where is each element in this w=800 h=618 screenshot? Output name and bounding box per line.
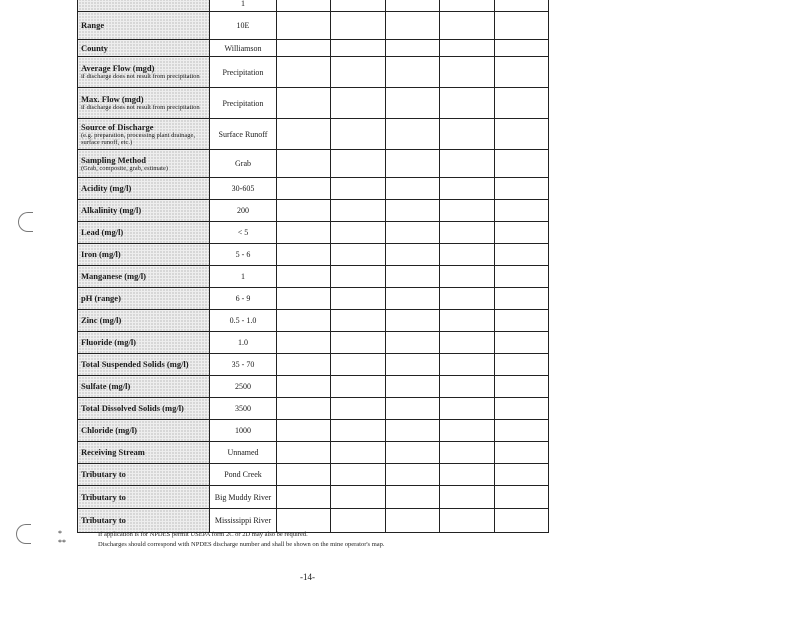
- parameter-label: Source of Discharge: [81, 121, 154, 132]
- blank-entry-cell: [385, 398, 439, 420]
- table-row: [78, 57, 549, 88]
- parameter-label: Max. Flow (mgd): [81, 94, 144, 104]
- blank-entry-cell: [440, 88, 494, 119]
- blank-entry-cell: [494, 310, 548, 332]
- table-row: [78, 0, 549, 12]
- blank-entry-cell: [385, 119, 439, 150]
- blank-entry-cell: [331, 178, 385, 200]
- parameter-label: Fluoride (mg/l): [81, 337, 137, 347]
- footnote-1: If application is for NPDES permit USEPA form 2C or 2D may also be required.: [98, 531, 308, 538]
- blank-entry-cell: [440, 486, 494, 509]
- parameter-label: Zinc (mg/l): [81, 315, 122, 325]
- parameter-label: pH (range): [81, 293, 121, 303]
- parameter-value: < 5: [210, 222, 277, 244]
- blank-entry-cell: [440, 57, 494, 88]
- blank-entry-cell: [277, 288, 331, 310]
- blank-entry-cell: [440, 222, 494, 244]
- blank-entry-cell: [277, 178, 331, 200]
- table-row: [78, 310, 549, 332]
- parameter-sublabel: if discharge does not result from precipitation: [81, 104, 200, 111]
- blank-entry-cell: [494, 420, 548, 442]
- parameter-label-cell: [78, 464, 210, 486]
- blank-entry-cell: [440, 288, 494, 310]
- table-row: [78, 486, 549, 509]
- table-body: [78, 0, 549, 533]
- parameter-label-cell: [78, 486, 210, 509]
- parameter-label-cell: [78, 244, 210, 266]
- parameter-label-cell: [78, 420, 210, 442]
- parameter-label-cell: [78, 354, 210, 376]
- blank-entry-cell: [385, 288, 439, 310]
- blank-entry-cell: [385, 420, 439, 442]
- blank-entry-cell: [440, 442, 494, 464]
- blank-entry-cell: [440, 200, 494, 222]
- blank-entry-cell: [494, 178, 548, 200]
- blank-entry-cell: [440, 119, 494, 150]
- parameter-label: Receiving Stream: [81, 447, 145, 457]
- blank-entry-cell: [277, 0, 331, 12]
- parameter-label-cell: [78, 310, 210, 332]
- parameter-value: Unnamed: [210, 442, 277, 464]
- table-row: [78, 509, 549, 533]
- blank-entry-cell: [331, 464, 385, 486]
- table-row: [78, 354, 549, 376]
- parameter-label-cell: [78, 376, 210, 398]
- blank-entry-cell: [331, 442, 385, 464]
- parameter-value: 1: [210, 266, 277, 288]
- parameter-value: 30-605: [210, 178, 277, 200]
- blank-entry-cell: [494, 398, 548, 420]
- parameter-label: Manganese (mg/l): [81, 271, 146, 281]
- blank-entry-cell: [440, 178, 494, 200]
- blank-entry-cell: [277, 332, 331, 354]
- blank-entry-cell: [331, 40, 385, 57]
- table-row: [78, 178, 549, 200]
- parameter-value: Grab: [210, 150, 277, 178]
- table-row: [78, 266, 549, 288]
- parameter-label-cell: [78, 88, 210, 119]
- parameter-sublabel: (Grab, composite, grab, estimate): [81, 164, 168, 172]
- parameter-label-cell: [78, 150, 210, 178]
- blank-entry-cell: [385, 354, 439, 376]
- blank-entry-cell: [385, 464, 439, 486]
- blank-entry-cell: [440, 464, 494, 486]
- blank-entry-cell: [331, 332, 385, 354]
- blank-entry-cell: [440, 376, 494, 398]
- parameter-label-cell: [78, 119, 210, 150]
- table-row: [78, 442, 549, 464]
- blank-entry-cell: [385, 310, 439, 332]
- blank-entry-cell: [440, 0, 494, 12]
- blank-entry-cell: [331, 200, 385, 222]
- parameter-value: 0.5 - 1.0: [210, 310, 277, 332]
- parameter-value: 10E: [210, 12, 277, 40]
- blank-entry-cell: [277, 222, 331, 244]
- table-row: [78, 420, 549, 442]
- blank-entry-cell: [494, 266, 548, 288]
- parameter-label-cell: [78, 266, 210, 288]
- parameter-label-cell: [78, 40, 210, 57]
- parameter-value: Williamson: [210, 40, 277, 57]
- blank-entry-cell: [440, 420, 494, 442]
- footnote-mark-1: *: [58, 529, 62, 538]
- blank-entry-cell: [277, 420, 331, 442]
- parameter-label-cell: [78, 12, 210, 40]
- blank-entry-cell: [331, 509, 385, 533]
- blank-entry-cell: [331, 57, 385, 88]
- parameter-label: Acidity (mg/l): [81, 183, 132, 193]
- blank-entry-cell: [277, 88, 331, 119]
- blank-entry-cell: [440, 244, 494, 266]
- parameter-label-cell: [78, 288, 210, 310]
- blank-entry-cell: [277, 57, 331, 88]
- punch-hole-mark: [16, 524, 31, 544]
- blank-entry-cell: [494, 0, 548, 12]
- blank-entry-cell: [385, 442, 439, 464]
- blank-entry-cell: [331, 222, 385, 244]
- blank-entry-cell: [277, 310, 331, 332]
- parameter-sublabel: (e.g. preparation, processing plant drainage, surface runoff, etc.): [81, 131, 196, 146]
- blank-entry-cell: [331, 0, 385, 12]
- blank-entry-cell: [385, 266, 439, 288]
- blank-entry-cell: [385, 88, 439, 119]
- blank-entry-cell: [331, 266, 385, 288]
- parameter-label-cell: [78, 178, 210, 200]
- blank-entry-cell: [277, 12, 331, 40]
- blank-entry-cell: [385, 12, 439, 40]
- parameter-label-cell: [78, 509, 210, 533]
- blank-entry-cell: [331, 376, 385, 398]
- blank-entry-cell: [277, 464, 331, 486]
- blank-entry-cell: [385, 332, 439, 354]
- blank-entry-cell: [277, 354, 331, 376]
- blank-entry-cell: [440, 398, 494, 420]
- parameter-label: Tributary to: [81, 515, 126, 525]
- blank-entry-cell: [331, 420, 385, 442]
- parameter-value: 3500: [210, 398, 277, 420]
- blank-entry-cell: [331, 119, 385, 150]
- blank-entry-cell: [331, 244, 385, 266]
- table-row: [78, 376, 549, 398]
- blank-entry-cell: [494, 288, 548, 310]
- blank-entry-cell: [494, 442, 548, 464]
- footnote-2: Discharges should correspond with NPDES discharge number and shall be shown on the mine operator's map.: [98, 541, 385, 548]
- blank-entry-cell: [331, 354, 385, 376]
- parameter-label-cell: [78, 57, 210, 88]
- parameter-label: Range: [81, 20, 105, 30]
- blank-entry-cell: [494, 464, 548, 486]
- parameter-label: Sulfate (mg/l): [81, 381, 131, 391]
- parameter-label-cell: [78, 398, 210, 420]
- blank-entry-cell: [494, 57, 548, 88]
- table-row: [78, 88, 549, 119]
- parameter-label-cell: [78, 222, 210, 244]
- table-row: [78, 332, 549, 354]
- parameter-value: 35 - 70: [210, 354, 277, 376]
- blank-entry-cell: [494, 486, 548, 509]
- table-row: [78, 150, 549, 178]
- parameter-label: Iron (mg/l): [81, 249, 121, 259]
- blank-entry-cell: [494, 12, 548, 40]
- parameter-label: Average Flow (mgd): [81, 63, 155, 73]
- blank-entry-cell: [494, 376, 548, 398]
- blank-entry-cell: [440, 40, 494, 57]
- parameter-label: Sampling Method: [81, 154, 146, 165]
- blank-entry-cell: [331, 12, 385, 40]
- blank-entry-cell: [440, 150, 494, 178]
- parameter-label: Alkalinity (mg/l): [81, 205, 142, 215]
- footnote-mark-2: **: [58, 538, 66, 547]
- parameter-value: 200: [210, 200, 277, 222]
- blank-entry-cell: [494, 222, 548, 244]
- blank-entry-cell: [494, 119, 548, 150]
- parameter-value: Precipitation: [210, 88, 277, 119]
- parameter-label-cell: [78, 332, 210, 354]
- blank-entry-cell: [277, 244, 331, 266]
- blank-entry-cell: [331, 88, 385, 119]
- blank-entry-cell: [277, 376, 331, 398]
- blank-entry-cell: [385, 222, 439, 244]
- table-row: [78, 222, 549, 244]
- blank-entry-cell: [331, 150, 385, 178]
- blank-entry-cell: [494, 332, 548, 354]
- parameter-value: 1.0: [210, 332, 277, 354]
- blank-entry-cell: [494, 40, 548, 57]
- parameter-value: 2500: [210, 376, 277, 398]
- blank-entry-cell: [440, 12, 494, 40]
- parameter-label-cell: [78, 200, 210, 222]
- blank-entry-cell: [440, 310, 494, 332]
- blank-entry-cell: [494, 88, 548, 119]
- blank-entry-cell: [277, 40, 331, 57]
- blank-entry-cell: [277, 442, 331, 464]
- parameter-value: Big Muddy River: [210, 486, 277, 509]
- table-row: [78, 398, 549, 420]
- blank-entry-cell: [494, 244, 548, 266]
- blank-entry-cell: [331, 310, 385, 332]
- blank-entry-cell: [385, 244, 439, 266]
- table-row: [78, 464, 549, 486]
- parameter-sublabel: if discharge does not result from precipitation: [81, 73, 200, 80]
- page-number: -14-: [300, 572, 315, 582]
- blank-entry-cell: [385, 57, 439, 88]
- parameter-value: 6 - 9: [210, 288, 277, 310]
- discharge-data-table: [77, 0, 549, 533]
- blank-entry-cell: [385, 376, 439, 398]
- table-row: [78, 244, 549, 266]
- punch-hole-mark: [18, 212, 33, 232]
- table-row: [78, 288, 549, 310]
- blank-entry-cell: [440, 266, 494, 288]
- blank-entry-cell: [277, 486, 331, 509]
- parameter-value: Precipitation: [210, 57, 277, 88]
- blank-entry-cell: [331, 288, 385, 310]
- blank-entry-cell: [385, 40, 439, 57]
- parameter-label-cell: [78, 442, 210, 464]
- table-row: [78, 200, 549, 222]
- parameter-value: Pond Creek: [210, 464, 277, 486]
- parameter-value: Mississippi River: [210, 509, 277, 533]
- parameter-label: Total Dissolved Solids (mg/l): [81, 403, 184, 413]
- blank-entry-cell: [440, 509, 494, 533]
- blank-entry-cell: [277, 150, 331, 178]
- parameter-value: Surface Runoff: [210, 119, 277, 150]
- parameter-value: 1000: [210, 420, 277, 442]
- table-row: [78, 12, 549, 40]
- blank-entry-cell: [277, 398, 331, 420]
- blank-entry-cell: [331, 486, 385, 509]
- blank-entry-cell: [385, 509, 439, 533]
- blank-entry-cell: [385, 486, 439, 509]
- blank-entry-cell: [385, 200, 439, 222]
- blank-entry-cell: [494, 150, 548, 178]
- table-row: [78, 40, 549, 57]
- blank-entry-cell: [385, 178, 439, 200]
- parameter-label: Chloride (mg/l): [81, 425, 137, 435]
- blank-entry-cell: [385, 0, 439, 12]
- parameter-value: 1: [210, 0, 277, 12]
- blank-entry-cell: [440, 354, 494, 376]
- parameter-label-cell: [78, 0, 210, 12]
- blank-entry-cell: [277, 119, 331, 150]
- blank-entry-cell: [494, 509, 548, 533]
- parameter-label: Tributary to: [81, 491, 126, 502]
- table-row: [78, 119, 549, 150]
- blank-entry-cell: [494, 200, 548, 222]
- blank-entry-cell: [494, 354, 548, 376]
- blank-entry-cell: [277, 266, 331, 288]
- blank-entry-cell: [385, 150, 439, 178]
- blank-entry-cell: [277, 509, 331, 533]
- blank-entry-cell: [440, 332, 494, 354]
- blank-entry-cell: [331, 398, 385, 420]
- parameter-label: County: [81, 42, 108, 53]
- parameter-label: Total Suspended Solids (mg/l): [81, 359, 189, 369]
- blank-entry-cell: [277, 200, 331, 222]
- parameter-label: Lead (mg/l): [81, 227, 124, 237]
- parameter-value: 5 - 6: [210, 244, 277, 266]
- parameter-label: Tributary to: [81, 469, 126, 479]
